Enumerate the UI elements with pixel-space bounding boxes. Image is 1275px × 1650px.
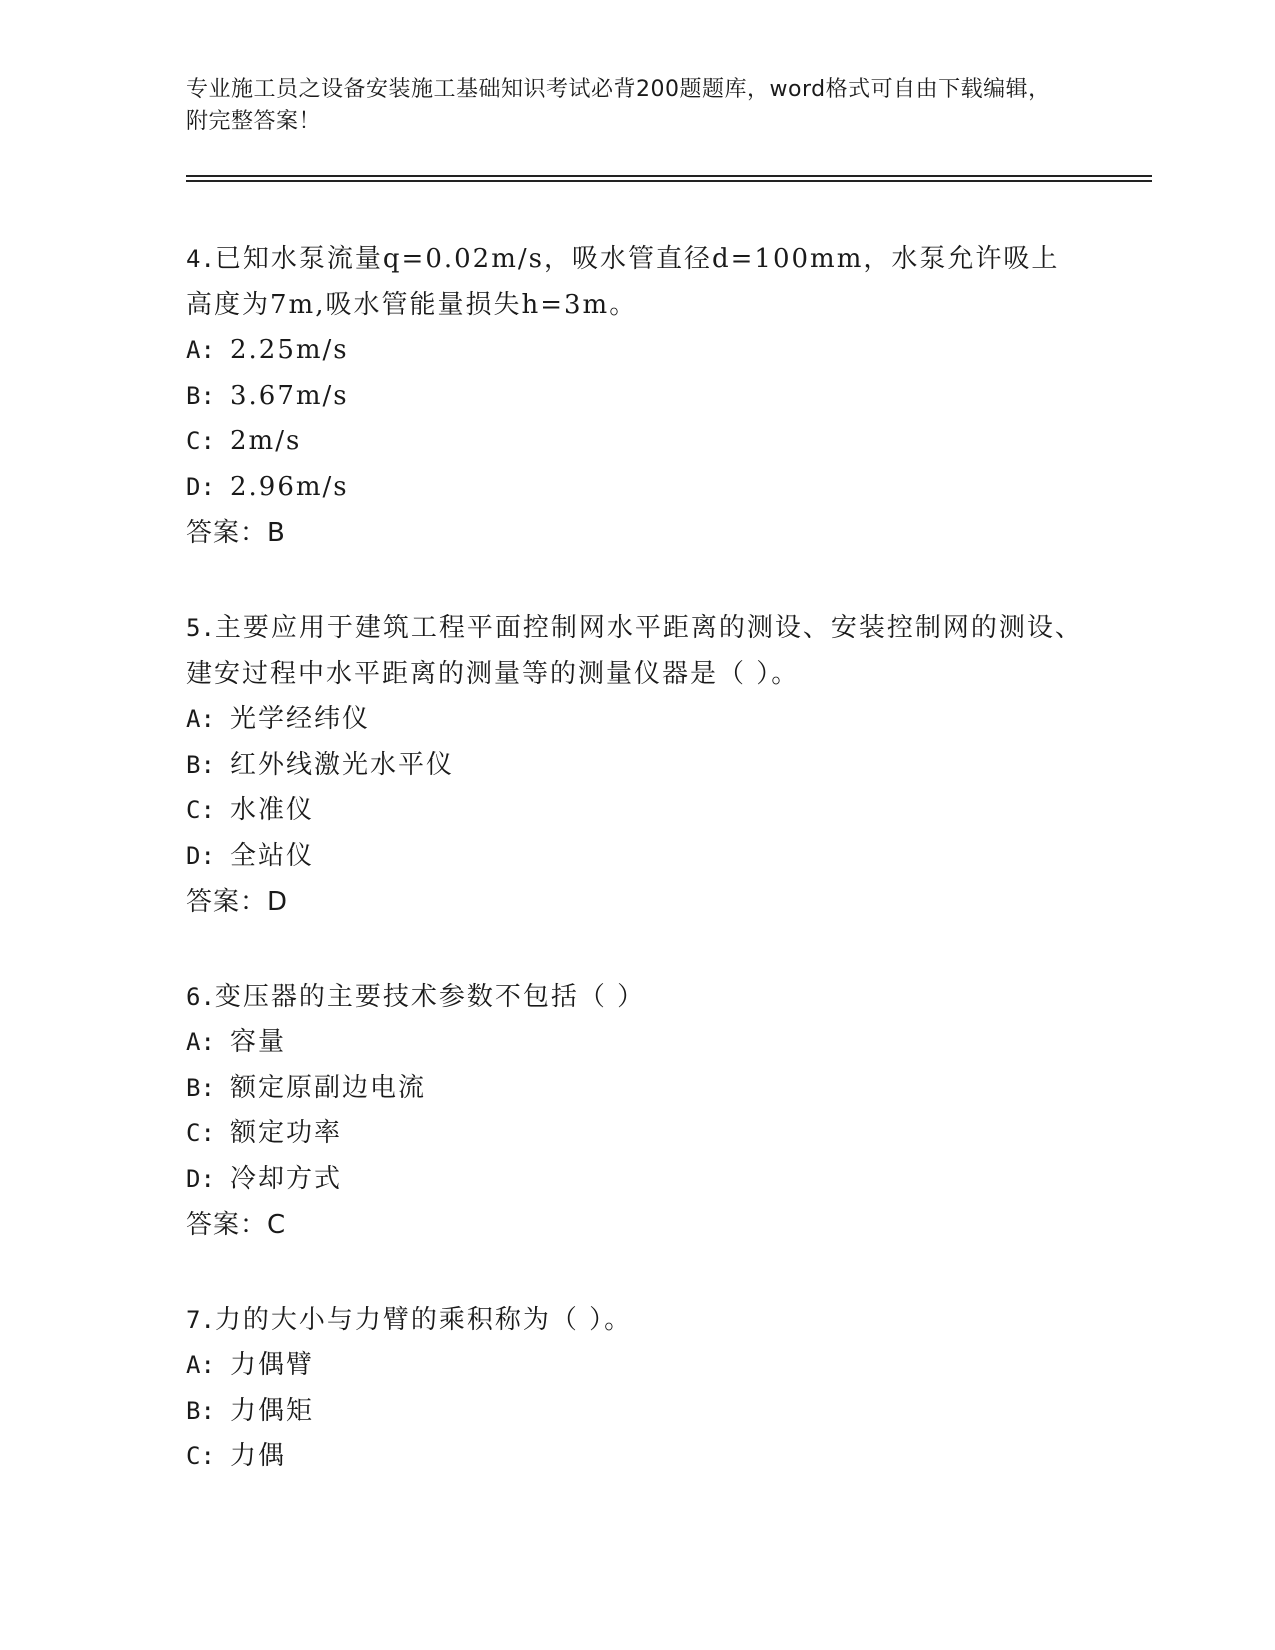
option-text: 力偶臂 bbox=[230, 1350, 315, 1380]
question-number: 6. bbox=[186, 983, 215, 1011]
option-text: 水准仪 bbox=[230, 795, 315, 825]
option-a bbox=[186, 1343, 1086, 1389]
question-7 bbox=[186, 1297, 1086, 1480]
option-c bbox=[186, 788, 1086, 834]
question-text bbox=[186, 236, 1086, 328]
option-b bbox=[186, 1389, 1086, 1435]
option-c bbox=[186, 1111, 1086, 1157]
option-b bbox=[186, 374, 1086, 420]
option-letter: C: bbox=[186, 1119, 215, 1147]
header-title: 专业施工员之设备安装施工基础知识考试必背200题题库，word格式可自由下载编辑，附完整答案！ bbox=[186, 77, 1051, 134]
option-letter: D: bbox=[186, 841, 215, 870]
option-text: 力偶矩 bbox=[230, 1395, 315, 1426]
option-d bbox=[186, 834, 1086, 880]
option-letter: A: bbox=[186, 705, 215, 733]
option-a bbox=[186, 697, 1086, 743]
question-6 bbox=[186, 974, 1086, 1248]
question-list bbox=[186, 236, 1086, 1529]
option-text: 2.96m/s bbox=[230, 471, 349, 502]
question-stem: 力的大小与力臂的乘积称为（ ）。 bbox=[214, 1305, 633, 1335]
question-stem: 变压器的主要技术参数不包括（ ） bbox=[214, 982, 646, 1012]
option-text: 冷却方式 bbox=[230, 1163, 343, 1194]
answer-line: 答案：D bbox=[186, 887, 289, 917]
option-b bbox=[186, 743, 1086, 789]
option-c bbox=[186, 419, 1086, 465]
question-stem: 已知水泵流量q=0.02m/s，吸水管直径d=100mm，水泵允许吸上高度为7m,吸水管能量损失h=3m。 bbox=[186, 244, 1060, 320]
option-letter: D: bbox=[186, 1164, 215, 1193]
question-text bbox=[186, 1297, 1086, 1343]
option-d bbox=[186, 1157, 1086, 1203]
question-stem: 主要应用于建筑工程平面控制网水平距离的测设、安装控制网的测设、建安过程中水平距离的测量等的测量仪器是（ ）。 bbox=[186, 613, 1083, 689]
option-letter: B: bbox=[186, 1396, 215, 1425]
answer-line: 答案：B bbox=[186, 518, 286, 548]
question-text bbox=[186, 974, 1086, 1020]
option-a bbox=[186, 1020, 1086, 1066]
option-letter: A: bbox=[186, 1028, 215, 1056]
option-text: 力偶 bbox=[230, 1441, 287, 1471]
document-header bbox=[186, 74, 1066, 138]
option-d bbox=[186, 465, 1086, 511]
option-letter: D: bbox=[186, 472, 215, 501]
question-number: 5. bbox=[186, 614, 215, 642]
header-divider-top bbox=[186, 175, 1152, 177]
question-4 bbox=[186, 236, 1086, 556]
header-divider-bottom bbox=[186, 180, 1152, 182]
option-c bbox=[186, 1434, 1086, 1480]
option-letter: C: bbox=[186, 796, 215, 824]
option-letter: B: bbox=[186, 1073, 215, 1102]
answer-line: 答案：C bbox=[186, 1210, 287, 1240]
option-text: 2m/s bbox=[230, 426, 302, 456]
option-text: 容量 bbox=[230, 1027, 287, 1057]
option-text: 3.67m/s bbox=[230, 380, 349, 411]
option-text: 2.25m/s bbox=[230, 335, 349, 365]
option-b bbox=[186, 1066, 1086, 1112]
option-a bbox=[186, 328, 1086, 374]
option-letter: B: bbox=[186, 381, 215, 410]
option-letter: C: bbox=[186, 1442, 215, 1470]
option-text: 额定功率 bbox=[230, 1118, 343, 1148]
option-text: 红外线激光水平仪 bbox=[230, 749, 455, 780]
option-letter: A: bbox=[186, 336, 215, 364]
option-letter: B: bbox=[186, 750, 215, 779]
question-5 bbox=[186, 605, 1086, 925]
question-number: 7. bbox=[186, 1306, 215, 1334]
option-text: 额定原副边电流 bbox=[230, 1072, 427, 1103]
option-letter: C: bbox=[186, 427, 215, 455]
option-letter: A: bbox=[186, 1351, 215, 1379]
option-text: 光学经纬仪 bbox=[230, 704, 371, 734]
question-text bbox=[186, 605, 1086, 697]
question-number: 4. bbox=[186, 245, 215, 273]
option-text: 全站仪 bbox=[230, 840, 315, 871]
